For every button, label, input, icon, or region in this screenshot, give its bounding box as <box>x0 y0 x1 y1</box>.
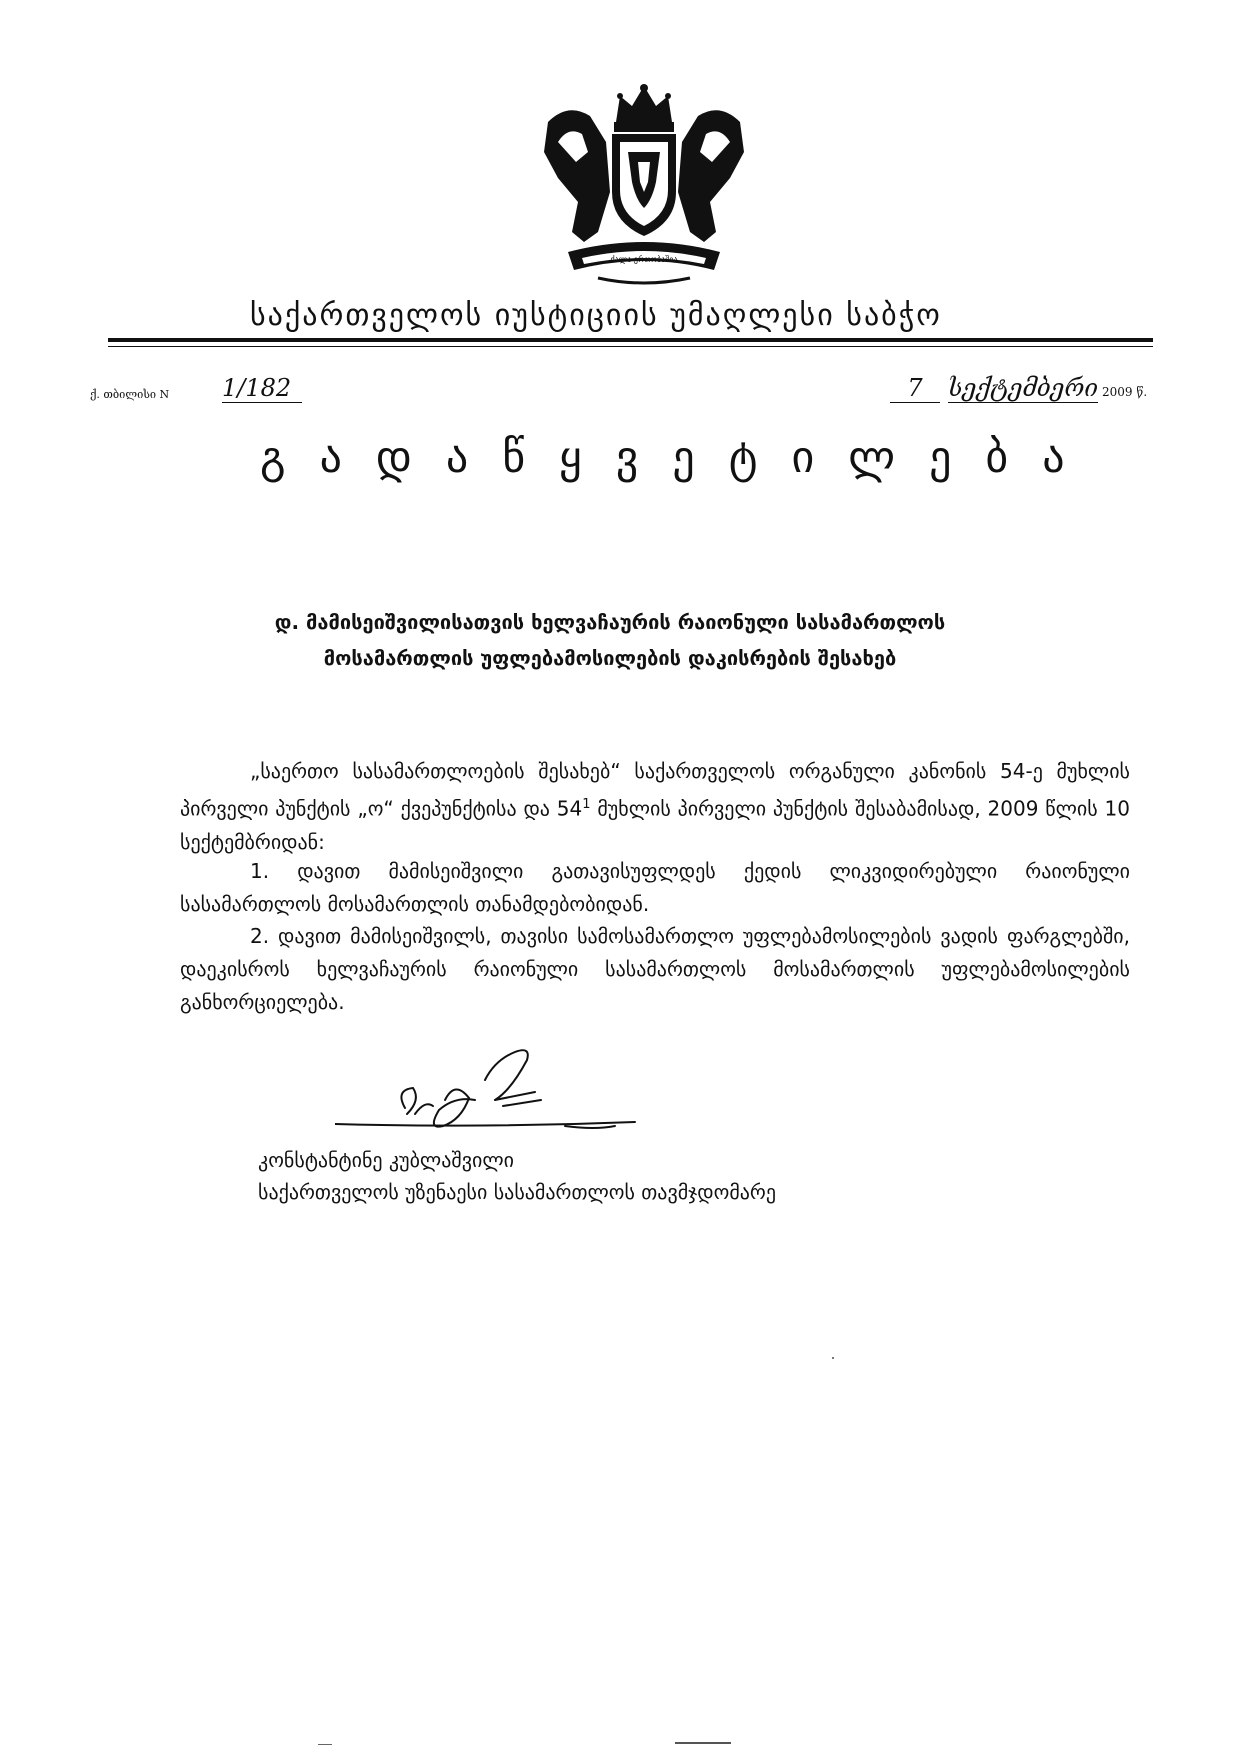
signer-name: კონსტანტინე კუბლაშვილი <box>258 1148 514 1172</box>
scan-artifact <box>675 1742 731 1744</box>
intro-text-1: „საერთო სასამართლოების შესახებ“ საქართველოს ორგანული კანონის 54-ე მუხლის პირველი პუნქტის „ო“ ქვეპუნქტისა და 54 <box>180 759 1130 821</box>
handwritten-signature-icon <box>335 1040 645 1150</box>
registration-number-label: ქ. თბილისი N <box>90 388 170 401</box>
decree-title: გადაწყვეტილება <box>260 432 1099 483</box>
intro-text-2: მუხლის პირველი პუნქტის შესაბამისად, 2009 წლის 10 სექტემბრიდან: <box>180 796 1130 854</box>
subject-line-2: მოსამართლის უფლებამოსილების დაკისრების შესახებ <box>323 646 897 670</box>
motto-text: ძალა ერთობაშია <box>610 255 678 264</box>
header-rule <box>108 338 1153 342</box>
date-year: 2009 წ. <box>1102 385 1148 399</box>
intro-paragraph <box>180 755 1130 859</box>
registration-number-value: 1/182 <box>222 374 302 403</box>
header-rule-thin <box>108 346 1153 347</box>
coat-of-arms-icon <box>528 82 760 294</box>
date-day: 7 <box>890 374 940 403</box>
scan-artifact <box>832 1357 834 1359</box>
decree-subject <box>180 604 1040 676</box>
decision-item-2: 2. დავით მამისეიშვილს, თავისი სამოსამართლო უფლებამოსილების ვადის ფარგლებში, დაეკისროს ხელვაჩაურის რაიონული სასამართლოს მოსამართლის უფლებამოსილების განხორციელება. <box>180 924 1130 1014</box>
scan-artifact <box>318 1744 332 1745</box>
subject-line-1: დ. მამისეიშვილისათვის ხელვაჩაურის რაიონული სასამართლოს <box>274 610 946 634</box>
registration-date <box>890 374 1147 403</box>
decision-item-1: 1. დავით მამისეიშვილი გათავისუფლდეს ქედის ლიკვიდირებული რაიონული სასამართლოს მოსამართლის თანამდებობიდან. <box>180 859 1130 916</box>
council-title: საქართველოს იუსტიციის უმაღლესი საბჭო <box>250 298 942 333</box>
date-month: სექტემბერი <box>948 374 1099 402</box>
signer-title: საქართველოს უზენაესი სასამართლოს თავმჯდომარე <box>258 1180 776 1204</box>
intro-superscript: 1 <box>582 797 591 812</box>
